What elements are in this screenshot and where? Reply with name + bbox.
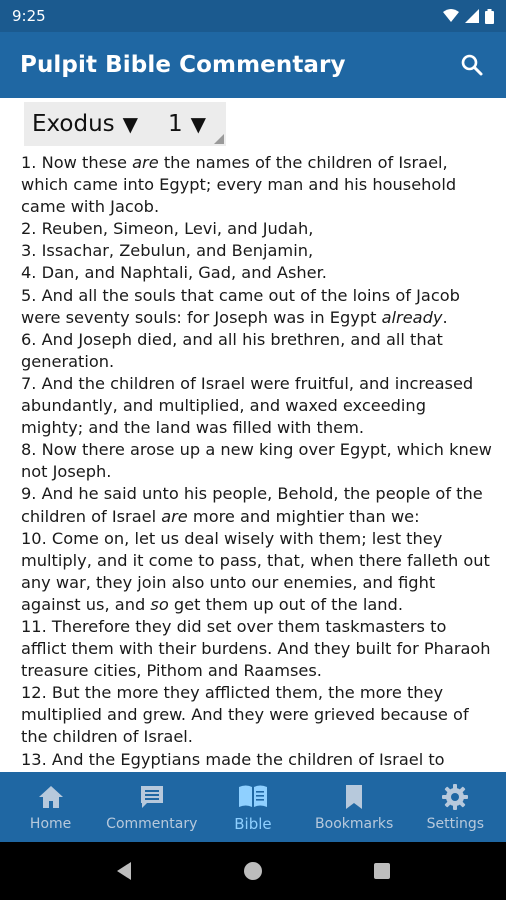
verse xyxy=(21,682,492,748)
verse-text: And the Egyptians made the children of Israel to xyxy=(51,749,445,769)
signal-icon xyxy=(465,9,479,23)
verse-text: Dan, and Naphtali, Gad, and Asher. xyxy=(41,263,327,283)
selector-row xyxy=(0,98,506,150)
app-title: Pulpit Bible Commentary xyxy=(20,52,346,78)
verse-italic-text: are xyxy=(132,153,159,172)
verse-text: And all the souls that came out of the loins of Jacob were seventy souls: for Joseph was in Egypt xyxy=(21,285,460,327)
home-icon xyxy=(38,785,64,809)
nav-commentary-label: Commentary xyxy=(106,816,198,832)
nav-bible[interactable] xyxy=(203,772,303,842)
chapter-dropdown[interactable] xyxy=(160,102,226,146)
circle-home-icon xyxy=(243,861,263,881)
verse-text: And the children of Israel were fruitful, and increased abundantly, and multiplied, and waxed exceeding mighty; and the land was filled with them. xyxy=(21,373,474,438)
verse-italic-text: already xyxy=(381,307,443,327)
search-icon xyxy=(460,53,484,77)
verse-text: And Joseph died, and all his brethren, and all that generation. xyxy=(21,329,443,371)
verse-text: more and mightier than we: xyxy=(187,506,420,526)
verse-number: 2. xyxy=(21,219,37,239)
search-button[interactable] xyxy=(454,47,490,83)
verse-number: 10. xyxy=(21,528,47,548)
status-bar xyxy=(0,0,506,32)
verse-number: 12. xyxy=(21,683,47,703)
recents-button[interactable] xyxy=(362,851,402,891)
app-bar xyxy=(0,32,506,98)
system-nav-bar xyxy=(0,842,506,900)
verse-text: Therefore they did set over them taskmasters to afflict them with their burdens. And they built for Pharaoh treasure cities, Pithom and Raamses. xyxy=(21,616,491,681)
verse-text: And he said unto his people, Behold, the people of the children of Israel xyxy=(21,484,483,526)
verse-number: 11. xyxy=(21,616,47,636)
nav-home-label: Home xyxy=(29,816,72,832)
verse xyxy=(21,329,492,373)
verse xyxy=(21,373,492,439)
verse xyxy=(21,152,492,218)
back-icon xyxy=(115,861,133,881)
battery-icon xyxy=(485,9,494,24)
verse xyxy=(21,240,492,262)
home-system-button[interactable] xyxy=(233,851,273,891)
verse xyxy=(21,616,492,682)
book-icon xyxy=(238,784,268,808)
nav-settings-label: Settings xyxy=(426,816,485,832)
verse xyxy=(21,218,492,240)
verse xyxy=(21,285,492,329)
nav-bookmarks[interactable] xyxy=(304,772,404,842)
back-button[interactable] xyxy=(104,851,144,891)
nav-bookmarks-label: Bookmarks xyxy=(315,816,394,832)
verse-text: Issachar, Zebulun, and Benjamin, xyxy=(41,241,314,261)
verse-text: get them up out of the land. xyxy=(168,594,403,614)
nav-commentary[interactable] xyxy=(102,772,202,842)
verse-number: 9. xyxy=(21,484,37,504)
verse-number: 7. xyxy=(21,373,37,393)
bottom-nav xyxy=(0,772,506,842)
verse xyxy=(21,439,492,483)
verse-text: the names of the children of Israel, which came into Egypt; every man and his household came with Jacob. xyxy=(21,153,457,217)
book-dropdown-value: Exodus xyxy=(32,111,115,137)
recents-icon xyxy=(373,862,391,880)
bookmark-icon xyxy=(344,784,364,810)
chevron-down-icon: ▼ xyxy=(190,112,207,136)
verse-text: But the more they afflicted them, the more they multiplied and grew. And they were grieved because of the children of Israel. xyxy=(21,683,469,747)
verse-text: Now these xyxy=(41,153,133,172)
verse xyxy=(21,528,492,616)
verse-italic-text: so xyxy=(150,594,169,614)
verse-list[interactable] xyxy=(0,150,506,772)
nav-bible-label: Bible xyxy=(234,815,272,833)
nav-settings[interactable] xyxy=(405,772,505,842)
verse xyxy=(21,262,492,284)
book-dropdown[interactable] xyxy=(24,102,160,146)
verse-text: Now there arose up a new king over Egypt, which knew not Joseph. xyxy=(21,440,492,482)
verse-number: 5. xyxy=(21,285,37,305)
verse-number: 8. xyxy=(21,440,37,460)
verse-number: 6. xyxy=(21,329,37,349)
status-time: 9:25 xyxy=(12,7,46,25)
verse-number: 1. xyxy=(21,153,37,172)
nav-home[interactable] xyxy=(1,772,101,842)
gear-icon xyxy=(442,784,468,810)
verse xyxy=(21,483,492,527)
chapter-dropdown-value: 1 xyxy=(168,111,183,137)
verse-text: . xyxy=(442,307,448,327)
verse-text: Come on, let us deal wisely with them; lest they multiply, and it come to pass, that, when there falleth out any war, they join also unto our enemies, and fight against us, and xyxy=(21,528,490,614)
verse-number: 13. xyxy=(21,749,47,769)
verse-number: 4. xyxy=(21,263,37,283)
dropdown-corner-marker xyxy=(214,134,224,144)
verse-text: Reuben, Simeon, Levi, and Judah, xyxy=(41,219,314,239)
verse-italic-text: are xyxy=(161,506,188,526)
wifi-icon xyxy=(443,9,459,23)
status-icons xyxy=(443,9,494,24)
comment-icon xyxy=(139,784,165,810)
verse-number: 3. xyxy=(21,241,37,261)
chevron-down-icon: ▼ xyxy=(122,112,139,136)
